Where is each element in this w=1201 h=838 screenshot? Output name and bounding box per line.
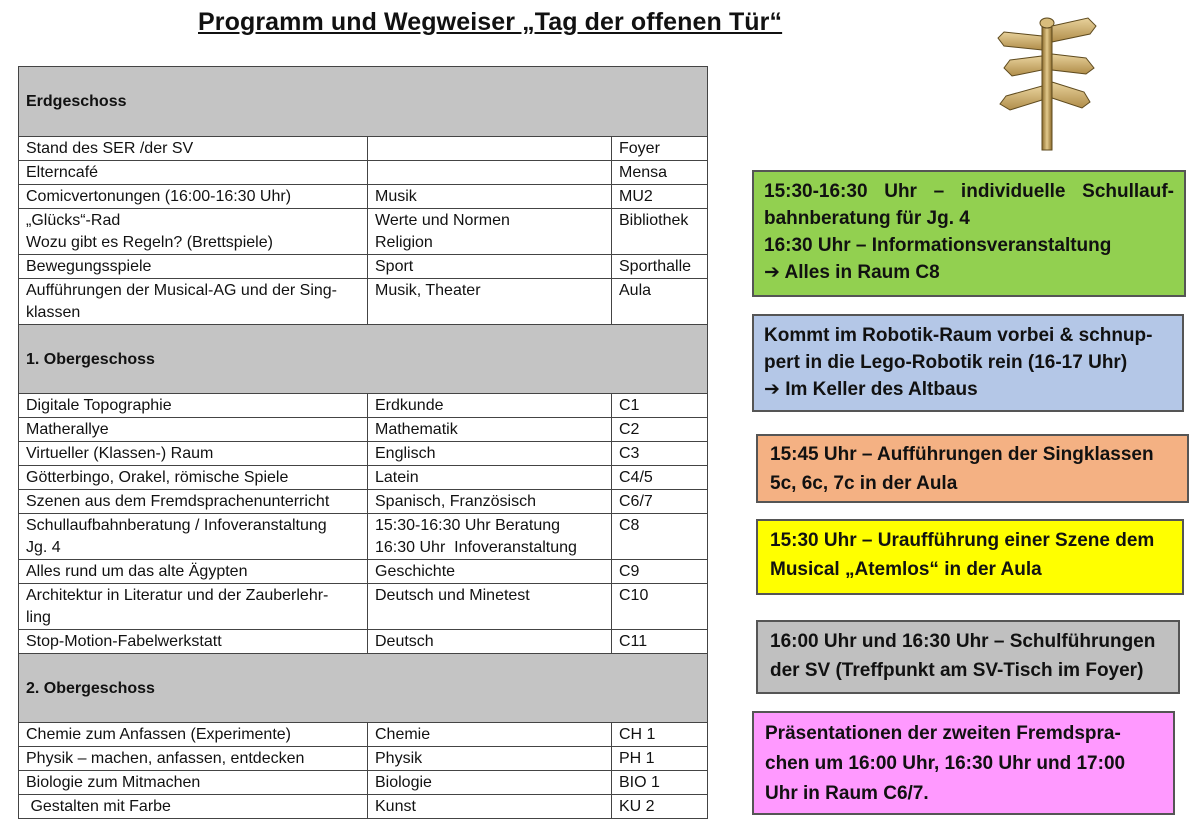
table-row xyxy=(19,442,708,466)
activity-cell-text: Architektur in Literatur und der Zauberlehr- xyxy=(26,587,329,604)
box-line: bahnberatung für Jg. 4 xyxy=(764,208,970,229)
activity-cell-text: ling xyxy=(26,609,51,626)
room-cell-text: BIO 1 xyxy=(619,774,660,791)
box-line: ➔ Im Keller des Altbaus xyxy=(764,379,978,400)
subject-cell-text: Chemie xyxy=(375,726,431,743)
activity-cell xyxy=(19,560,368,584)
room-cell-text: Mensa xyxy=(619,164,668,181)
activity-cell xyxy=(19,137,368,161)
room-cell xyxy=(612,795,708,819)
activity-cell-text: Stop-Motion-Fabelwerkstatt xyxy=(26,633,222,650)
subject-cell xyxy=(368,584,612,630)
subject-cell-text: 15:30-16:30 Uhr Beratung xyxy=(375,517,561,534)
subject-cell-text: Spanisch, Französisch xyxy=(375,493,536,510)
subject-cell xyxy=(368,723,612,747)
box-line: Musical „Atemlos“ in der Aula xyxy=(770,559,1042,580)
activity-cell xyxy=(19,279,368,325)
room-cell-text: C3 xyxy=(619,445,640,462)
subject-cell xyxy=(368,255,612,279)
section-header-row xyxy=(19,325,708,394)
activity-cell-text: Schullaufbahnberatung / Infoveranstaltung xyxy=(26,517,327,534)
box-line: Uhr in Raum C6/7. xyxy=(765,783,929,804)
section-header-row xyxy=(19,654,708,723)
subject-cell xyxy=(368,795,612,819)
box-line: ➔ Alles in Raum C8 xyxy=(764,262,940,283)
table-row xyxy=(19,747,708,771)
subject-cell-text: Sport xyxy=(375,258,414,275)
room-cell xyxy=(612,185,708,209)
activity-cell xyxy=(19,771,368,795)
subject-cell xyxy=(368,771,612,795)
table-row xyxy=(19,630,708,654)
subject-cell-text: Biologie xyxy=(375,774,432,791)
section-heading: 1. Obergeschoss xyxy=(19,325,708,394)
activity-cell xyxy=(19,466,368,490)
room-cell-text: C1 xyxy=(619,397,640,414)
room-cell-text: CH 1 xyxy=(619,726,656,743)
subject-cell xyxy=(368,279,612,325)
table-row xyxy=(19,185,708,209)
program-table xyxy=(18,66,708,819)
room-cell xyxy=(612,560,708,584)
activity-cell xyxy=(19,723,368,747)
room-cell xyxy=(612,255,708,279)
activity-cell xyxy=(19,584,368,630)
table-row xyxy=(19,161,708,185)
subject-cell-text: 16:30 Uhr Infoveranstaltung xyxy=(375,539,577,556)
room-cell xyxy=(612,394,708,418)
activity-cell-text: Szenen aus dem Fremdsprachenunterricht xyxy=(26,493,330,510)
box-line: chen um 16:00 Uhr, 16:30 Uhr und 17:00 xyxy=(765,753,1126,774)
activity-cell-text: klassen xyxy=(26,304,81,321)
subject-cell xyxy=(368,209,612,255)
activity-cell-text: Comicvertonungen (16:00-16:30 Uhr) xyxy=(26,188,292,205)
section-heading: 2. Obergeschoss xyxy=(19,654,708,723)
activity-cell-text: Digitale Topographie xyxy=(26,397,172,414)
room-cell-text: KU 2 xyxy=(619,798,655,815)
activity-cell-text: Biologie zum Mitmachen xyxy=(26,774,201,791)
subject-cell xyxy=(368,161,612,185)
room-cell xyxy=(612,279,708,325)
room-cell-text: PH 1 xyxy=(619,750,655,767)
activity-cell xyxy=(19,185,368,209)
subject-cell xyxy=(368,442,612,466)
activity-cell xyxy=(19,418,368,442)
activity-cell-text: Alles rund um das alte Ägypten xyxy=(26,563,248,580)
subject-cell-text: Geschichte xyxy=(375,563,456,580)
table-row xyxy=(19,279,708,325)
box-line: Kommt im Robotik-Raum vorbei & schnup- xyxy=(764,325,1153,346)
room-cell xyxy=(612,137,708,161)
subject-cell xyxy=(368,418,612,442)
room-cell xyxy=(612,442,708,466)
subject-cell xyxy=(368,560,612,584)
table-row xyxy=(19,723,708,747)
activity-cell-text: Matherallye xyxy=(26,421,109,438)
section-header-row xyxy=(19,67,708,137)
box-line: 15:45 Uhr – Aufführungen der Singklassen xyxy=(770,444,1154,465)
activity-cell xyxy=(19,490,368,514)
room-cell xyxy=(612,418,708,442)
activity-cell-text: Stand des SER /der SV xyxy=(26,140,194,157)
subject-cell-text: Physik xyxy=(375,750,423,767)
page-title: Programm und Wegweiser „Tag der offenen Tür“ xyxy=(198,8,783,36)
subject-cell-text: Deutsch xyxy=(375,633,434,650)
signpost-icon xyxy=(996,12,1100,152)
activity-cell-text: Elterncafé xyxy=(26,164,99,181)
room-cell xyxy=(612,161,708,185)
room-cell-text: C6/7 xyxy=(619,493,653,510)
room-cell xyxy=(612,466,708,490)
room-cell-text: C10 xyxy=(619,587,649,604)
subject-cell xyxy=(368,185,612,209)
subject-cell-text: Englisch xyxy=(375,445,436,462)
table-row xyxy=(19,490,708,514)
table-row xyxy=(19,394,708,418)
info-box-robotik xyxy=(752,314,1184,412)
activity-cell-text: Götterbingo, Orakel, römische Spiele xyxy=(26,469,289,486)
activity-cell xyxy=(19,209,368,255)
activity-cell-text: „Glücks“-Rad xyxy=(26,212,121,229)
box-line: 16:30 Uhr – Informationsveranstaltung xyxy=(764,235,1112,256)
box-line: 15:30-16:30 Uhr – individuelle Schullauf- xyxy=(764,181,1174,202)
room-cell xyxy=(612,630,708,654)
box-line: 5c, 6c, 7c in der Aula xyxy=(770,473,958,494)
table-row xyxy=(19,209,708,255)
box-line: der SV (Treffpunkt am SV-Tisch im Foyer) xyxy=(770,660,1144,681)
activity-cell-text: Aufführungen der Musical-AG und der Sing- xyxy=(26,282,337,299)
subject-cell-text: Erdkunde xyxy=(375,397,444,414)
box-line: Präsentationen der zweiten Fremdspra- xyxy=(765,723,1121,744)
room-cell-text: C9 xyxy=(619,563,640,580)
activity-cell-text: Wozu gibt es Regeln? (Brettspiele) xyxy=(26,234,273,251)
subject-cell-text: Werte und Normen xyxy=(375,212,510,229)
activity-cell xyxy=(19,795,368,819)
room-cell xyxy=(612,771,708,795)
activity-cell xyxy=(19,630,368,654)
room-cell-text: C2 xyxy=(619,421,640,438)
activity-cell-text: Bewegungsspiele xyxy=(26,258,152,275)
activity-cell-text: Gestalten mit Farbe xyxy=(26,798,171,815)
room-cell-text: C8 xyxy=(619,517,640,534)
table-row xyxy=(19,795,708,819)
subject-cell-text: Musik, Theater xyxy=(375,282,481,299)
room-cell xyxy=(612,747,708,771)
activity-cell xyxy=(19,394,368,418)
box-line: 16:00 Uhr und 16:30 Uhr – Schulführungen xyxy=(770,631,1156,652)
info-box-schulfuehrungen xyxy=(756,620,1180,694)
subject-cell xyxy=(368,747,612,771)
table-row xyxy=(19,560,708,584)
room-cell-text: C11 xyxy=(619,633,648,650)
room-cell xyxy=(612,209,708,255)
subject-cell xyxy=(368,514,612,560)
table-row xyxy=(19,771,708,795)
info-box-praesentationen xyxy=(752,711,1175,815)
room-cell-text: Sporthalle xyxy=(619,258,692,275)
activity-cell xyxy=(19,747,368,771)
subject-cell xyxy=(368,630,612,654)
subject-cell-text: Musik xyxy=(375,188,417,205)
subject-cell-text: Latein xyxy=(375,469,419,486)
activity-cell-text: Jg. 4 xyxy=(26,539,61,556)
info-box-schullaufbahnberatung xyxy=(752,170,1186,297)
box-line: pert in die Lego-Robotik rein (16-17 Uhr) xyxy=(764,352,1128,373)
table-row xyxy=(19,584,708,630)
subject-cell xyxy=(368,466,612,490)
room-cell-text: Aula xyxy=(619,282,652,299)
activity-cell xyxy=(19,514,368,560)
subject-cell-text: Mathematik xyxy=(375,421,458,438)
room-cell xyxy=(612,490,708,514)
subject-cell-text: Deutsch und Minetest xyxy=(375,587,530,604)
room-cell xyxy=(612,514,708,560)
activity-cell-text: Physik – machen, anfassen, entdecken xyxy=(26,750,305,767)
section-heading: Erdgeschoss xyxy=(19,67,708,137)
box-line: 15:30 Uhr – Uraufführung einer Szene dem xyxy=(770,530,1155,551)
info-box-singklassen xyxy=(756,434,1189,503)
table-row xyxy=(19,418,708,442)
table-row xyxy=(19,255,708,279)
activity-cell xyxy=(19,442,368,466)
table-row xyxy=(19,514,708,560)
subject-cell xyxy=(368,137,612,161)
info-box-musical xyxy=(756,519,1184,595)
room-cell xyxy=(612,584,708,630)
activity-cell-text: Virtueller (Klassen-) Raum xyxy=(26,445,214,462)
table-row xyxy=(19,137,708,161)
room-cell-text: Bibliothek xyxy=(619,212,689,229)
subject-cell xyxy=(368,490,612,514)
subject-cell-text: Kunst xyxy=(375,798,416,815)
activity-cell-text: Chemie zum Anfassen (Experimente) xyxy=(26,726,291,743)
activity-cell xyxy=(19,255,368,279)
room-cell xyxy=(612,723,708,747)
room-cell-text: C4/5 xyxy=(619,469,653,486)
table-row xyxy=(19,466,708,490)
activity-cell xyxy=(19,161,368,185)
subject-cell-text: Religion xyxy=(375,234,433,251)
room-cell-text: MU2 xyxy=(619,188,653,205)
subject-cell xyxy=(368,394,612,418)
room-cell-text: Foyer xyxy=(619,140,660,157)
